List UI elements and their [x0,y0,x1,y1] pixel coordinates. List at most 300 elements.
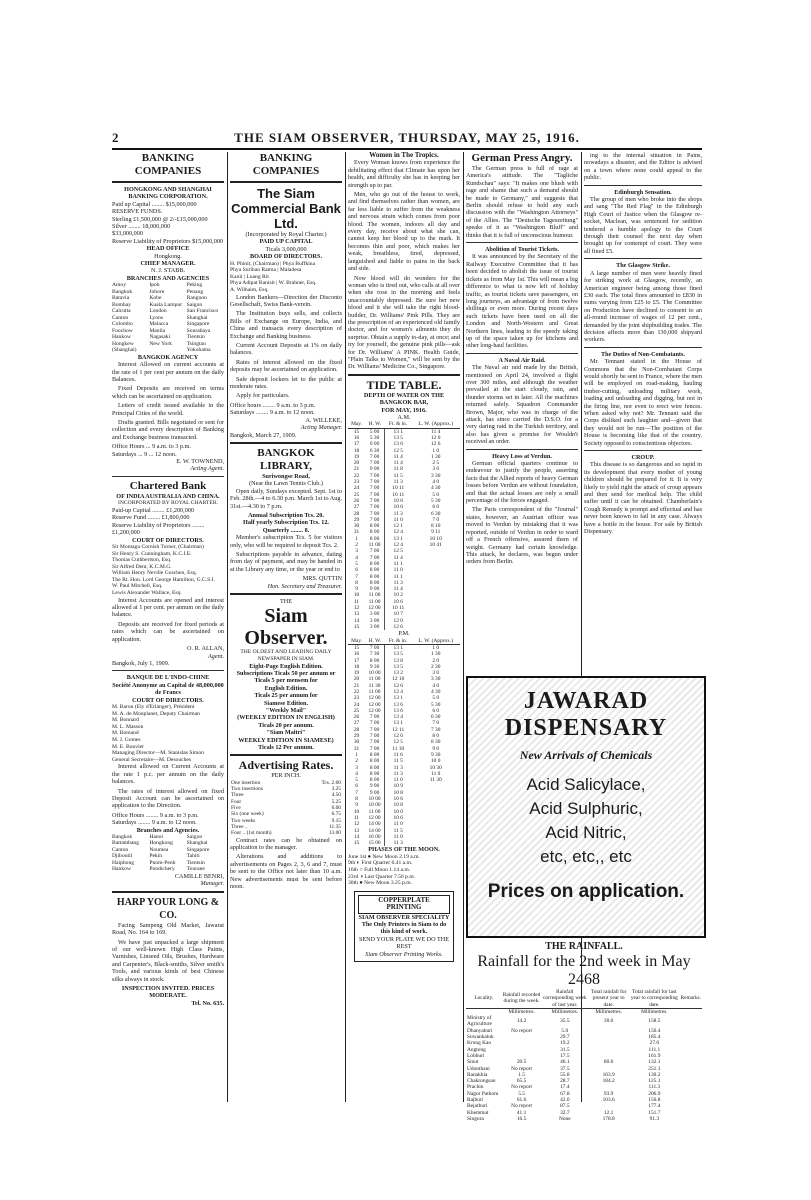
table-cell: 7 00 [365,485,384,491]
table-cell: 1 0 [432,644,440,651]
paragraph: Fixed Deposits are received on terms which can be ascertained on application. [112,385,224,400]
table-cell: 11 4 [393,460,403,467]
director-name: M. J. Gomes [112,736,141,743]
paragraph: German official quarters continue to endeavour to justify the people, asserting facts that the Allied reports of heavy German losses before Verdun are without foundation, and that the actual losses are only a small percentage of the forces engaged. [466,460,578,505]
director-name: M. Bomand [112,730,139,737]
table-cell: 13 1 [393,720,403,727]
tide-for: FOR MAY, 1916. [381,406,427,414]
rate-value: 3.25 [331,786,341,793]
copperplate-foot: Siam Observer Printing Works. [365,950,443,958]
paragraph: It was announced by the Secretary of the Railway Executive Committee that it has been decided to abolish the issue of tourist tickets as from May 1st. This will mean a big difference to what is now left of holiday traffic, as tourist tickets save passengers, on long journeys, an advantage of from twelve shillings or even more. During recent days such tickets have been used on all the London and North-Western and Great Northern lines, leading to the speedy taking up of the space taken up for kitchens and other long-haul facilities. [466,253,578,350]
director-name: W. Paul Mitchell, Esq. [112,583,163,590]
rate-value: 6.75 [331,811,341,818]
director-name: Lewis Alexander Wallace, Esq. [112,590,182,597]
table-cell: 16 [353,651,360,658]
tide-am-label: A.M. [397,414,411,421]
hours-line: Office hours ........ 9 a.m. to 3 p.m. [230,401,316,409]
table-cell: 10 00 [365,802,384,808]
table-cell: 8 0 [432,733,440,740]
table-cell: 28 [353,510,360,517]
harp-foot: INSPECTION INVITED. PRICES MODERATE. [121,985,215,1000]
library-name: BANGKOK LIBRARY, [257,446,315,472]
table-cell: Suwankaluk [467,1034,494,1041]
director-name: Sir Montagu Cornish Turner, (Chairman) [112,543,204,550]
table-cell: 10 11 [392,485,405,492]
rainfall-section [466,940,702,1122]
rainfall-unit: Millimetres. [508,1008,535,1015]
branch-name: Yokohama [186,347,211,354]
indochine-name: BANQUE DE L'INDO-CHINE [126,674,210,682]
table-cell: 12 5 [393,447,403,454]
branch-name: Tahiti [186,853,200,860]
table-cell: 13 8 [393,657,403,664]
table-cell: 251.1 [648,1065,661,1072]
table-cell: 2 [355,542,358,549]
table-cell: 10 0 [393,808,403,815]
table-cell: 151.7 [648,1109,661,1116]
observer-subscriptions [230,663,342,752]
adrates-title: Advertising Rates. [238,758,334,773]
rate-value: 6.00 [331,805,341,812]
table-cell: 3 00 [365,618,384,624]
branch-name: Hongkong [149,840,173,847]
table-cell: 29 [353,516,360,523]
paragraph: Now blood will do wonders for the woman who is tired out, who calls at all over when she rose in the morning and feels unaccountably depressed. Be sure her new blood and it she will take the right blood-builder, Dr. Williams' Pink Pills. They are the prescription of an experienced old family doctor, and for women's ailments they do surprise. Obtain a supply to-day, at once; and try for yourself, the genuine pink pills—ask for Dr. Williams' A PINK. Health Guide, "Plain Talks to Women," will be sent by the Dr. Williams' Medicine Co., Singapore. [348,274,460,371]
table-cell: 17 [353,657,360,664]
table-cell: 3 [355,548,358,555]
library-text-2 [230,534,342,573]
table-cell: 13 5 [393,663,403,670]
table-cell: 42.0 [560,1097,570,1104]
table-cell: 11 30 [429,777,442,784]
indochine-court: COURT OF DIRECTORS. [132,696,204,704]
women-text [348,159,460,370]
table-cell: 5 30 [365,435,384,441]
rate-value: 13.00 [328,830,341,837]
table-cell: 8 00 [365,561,384,567]
tide-column-header: L. W. (Approx.) [411,638,460,645]
table-cell: 30 [353,739,360,746]
paragraph: Rates of interest allowed on the fixed deposits may be ascertained on application. [230,358,342,374]
table-cell: 7 00 [365,460,384,466]
table-cell: 12 [353,821,360,828]
table-cell: Angtong [467,1046,486,1053]
paragraph: Safe deposit lockers let to the public at moderate rates. [230,375,342,391]
harp-tel: Tel. No. 635. [191,999,224,1007]
director-name: M. A. de Monplanet, Deputy Chairman [112,710,200,717]
table-cell: 8 00 [365,574,384,580]
table-cell: 26 [353,714,360,721]
director-name: A. Wilhaim, Esq. [230,287,269,293]
moon-phases-title: PHASES OF THE MOON. [368,846,440,854]
table-cell: 11 5 [393,758,403,765]
table-cell: 21 [353,682,360,689]
croup-text [584,461,702,535]
table-cell: 8 00 [365,658,384,664]
table-cell: 10 [353,808,360,815]
rate-value: Tcs. 2.00 [321,779,341,786]
table-cell: 20.5 [516,1059,527,1066]
branch-name: San Francisco [186,308,219,315]
table-cell: 19 [353,453,360,460]
table-cell: No report [511,1103,532,1110]
chartered-signature: O. R. ALLAN, [187,645,224,653]
table-cell: 10 6 [393,796,403,803]
paragraph: Interest Accounts are opened and interest allowed at 1 per cent. per annum on the daily balance. [112,596,224,619]
table-cell: 7 30 [430,726,441,733]
subscription-line: Subscriptions Ticals 50 per annum or Ticals 5 per mensem for [236,670,336,685]
table-cell: 6 0 [432,504,440,511]
table-cell: 11 4 [393,453,403,460]
branch-name: Malacca [149,321,169,328]
table-cell: 31 [353,529,360,536]
table-cell: 22 [353,688,360,695]
table-cell: 10 6 [393,598,403,605]
german-text [466,165,578,239]
rate-label: Two weeks [231,817,256,824]
verdun-text [466,460,578,566]
table-cell: 10 0 [430,758,441,765]
table-cell: 11 5 [393,827,403,834]
table-cell: 5.0 [561,1027,569,1034]
table-cell: 19.2 [560,1040,570,1047]
table-cell: 158.5 [648,1018,661,1025]
column-rule [463,152,464,1102]
table-cell: 67.8 [560,1090,570,1097]
table-cell: 7 00 [365,720,384,726]
table-cell: 14 00 [365,828,384,834]
table-cell: 9 11 [431,529,441,536]
table-cell: 5 [355,560,358,567]
head-office-label: HEAD OFFICE [146,245,190,253]
indochine-branches-heading: Branches and Agencies. [136,826,200,834]
table-cell: 7 0 [432,720,440,727]
paragraph: London Bankers—Direction der Disconto Gesellschaft, Swiss Bank-verein. [230,293,342,308]
jawarad-name: JAWARAD DISPENSARY [504,688,668,741]
table-cell: 184.2 [602,1078,615,1085]
rainfall-unit: Millimetres. [595,1008,622,1015]
table-cell: 29.7 [560,1034,570,1041]
director-name: William Henry Neville Goschen, Esq. [112,570,197,577]
branch-name [149,347,186,354]
branch-name: Bangkok [112,288,133,295]
table-cell: 27.6 [649,1040,660,1047]
copperplate-title: COPPERPLATE PRINTING [358,895,450,914]
table-cell: 9 [355,586,358,593]
branch-name: Pnom-Penh [149,859,176,866]
branch-name: Singapore [186,321,210,328]
table-cell: 11 0 [393,833,403,840]
column-3 [348,152,460,1128]
table-cell: 125.1 [648,1078,661,1085]
tide-column-header: Ft. & in. [385,421,412,428]
table-cell: 10 30 [429,764,442,771]
table-cell: 4 [355,770,358,777]
table-cell: 10 41 [429,542,442,549]
table-cell: 6 [355,783,358,790]
capital-line: Paid-up Capital ........ £1,200,000 [112,506,194,514]
paragraph: Contract rates can be obtained on application to the manager. [230,836,342,851]
rainfall-unit: Millimetres. [641,1008,668,1015]
table-cell: 30.0 [603,1018,614,1025]
table-row [348,428,460,435]
table-cell: 5 00 [365,428,384,435]
table-cell: 9 00 [365,783,384,789]
table-cell: 8 00 [365,567,384,573]
table-cell: 7 00 [365,498,384,504]
subscription-line: Ticals 25 per annum for [254,692,318,700]
table-cell: 12 00 [365,815,384,821]
head-office-city: Hongkong. [154,252,182,260]
table-cell: 2 5 [432,460,440,467]
rate-value: 9.15 [331,817,341,824]
hsbc-hours [112,443,224,458]
table-cell: 9 0 [432,745,440,752]
rainfall-title: THE RAINFALL. [545,941,623,952]
table-cell: 10 6 [393,497,403,504]
table-cell: 13 4 [393,714,403,721]
hsbc-text [112,361,224,441]
table-cell: 11 3 [393,579,403,586]
table-cell: 185.4 [648,1034,661,1041]
rainfall-sub: Rainfall for the 2nd week in May 2468 [477,953,691,988]
table-cell: 5 0 [432,491,440,498]
table-cell: 16.5 [516,1115,527,1122]
director-name: The Rt. Hon. Lord George Hamilton, G.C.S.I. [112,576,215,583]
women-title: Women in The Tropics. [369,152,439,159]
column-rule [227,152,228,1102]
table-cell: 1.5 [518,1071,525,1078]
branch-name: Lyons [149,314,164,321]
director-name: M. L. Masson [112,723,144,730]
indochine-sub: Société Anonyme au Capital de 48,000,000 de Francs [112,681,224,697]
library-qtr: Quarterly ........ 8. [262,526,310,534]
hours-line: Saturdays ... 9 ... 12 noon. [112,450,177,458]
director-name: H. Phinit, (Chairman) | Phya Buffkina [230,260,316,267]
table-cell: 61.6 [516,1097,527,1104]
branch-name: Hongkew [112,340,134,347]
table-cell: 7 00 [365,511,384,517]
table-cell: 3 30 [430,676,441,683]
paragraph: A large number of men were heavily fined for striking work at Glasgow, recently, an American engineer being among those fined £30 each. The total fines amounted to £830 in sums varying from £25 to £5. The Committee on Production have declined to consent to an all-round increase of wages of 12 per cent., demanded by the joint shipbuilding trades. The decision affects more than 130,000 shipyard workers. [584,269,702,344]
table-cell: 7 00 [365,517,384,523]
capital-line: Reserve Fund ........ £1,800,000 [112,514,190,522]
branch-name: Singapore [186,846,210,853]
table-cell: 8 00 [365,777,384,783]
branch-name: Hanoi [149,833,163,840]
table-cell: 11 8 [393,466,403,473]
airraid-text [466,364,578,445]
table-cell: 11 3 [393,764,403,771]
table-cell: 12 00 [365,605,384,611]
library-signature-title: Hon. Secretary and Treasurer. [267,582,342,590]
observer-name [230,605,342,649]
table-cell: 25 [353,707,360,714]
table-cell: 13 1 [393,644,403,651]
table-cell: 11 0 [393,821,403,828]
table-cell: 4 0 [432,479,440,486]
table-cell: 65.5 [516,1078,527,1085]
chartered-bank-sub: OF INDIA AUSTRALIA AND CHINA. [116,492,220,500]
paragraph: Facing Sampeng Old Market, Jawarat Road, No. 164 to 169. [112,921,224,937]
table-cell: 27 [353,720,360,727]
table-cell: 4 [355,554,358,561]
table-cell: 26 [353,497,360,504]
table-cell: 163.9 [602,1071,615,1078]
hsbc-signature: E. W. TOWNEND, [176,458,224,466]
table-cell: Bejarburi [467,1103,488,1110]
column-5 [584,152,702,672]
branch-name: Battambang [112,840,140,847]
table-cell: 111.1 [648,1046,661,1053]
subscription-line: Ticals 12 Per annum. [258,744,314,752]
branch-name: Penang [186,288,204,295]
table-cell: 13 [353,827,360,834]
table-cell: 11 3 [393,479,403,486]
table-cell: Chakrongsao [467,1078,496,1085]
table-cell: 1 30 [430,651,441,658]
table-cell: 30 [353,523,360,530]
column-2 [230,152,342,1128]
rate-label: Three [231,792,244,799]
table-cell: 12 4 [393,688,403,695]
table-cell: 12 11 [392,726,405,733]
table-cell: 13 5 [393,651,403,658]
table-cell: No report [511,1027,532,1034]
table-cell: 10 6 [393,814,403,821]
table-cell: 10 9 [393,783,403,790]
table-cell: 9 30 [365,664,384,670]
table-cell: 11 10 [392,745,405,752]
capital-line: Sterling £1,500,000 @ 2/-£15,000,000 [112,215,208,223]
paragraph: The Institution buys sells, and collects Bills of Exchange on Europe, India, and China and transacts every description of Exchange and Banking business. [230,310,342,340]
subscription-line: Eight-Page English Edition. [249,662,323,670]
adrates-table [230,780,342,837]
table-cell: 12 5 [393,548,403,555]
table-cell: 22 [353,472,360,479]
rainfall-table [466,989,702,1122]
table-cell: 11 1 [393,573,403,580]
library-text [230,488,342,510]
director-name: Sir Alfred Dent, K.C.M.G. [112,563,172,570]
tide-column-header: H. W. [365,421,384,428]
table-cell: 7 00 [365,548,384,554]
table-cell: 10 6 [393,504,403,511]
table-cell: 11 0 [393,516,403,523]
board-label: BOARD OF DIRECTORS. [249,253,323,261]
table-cell: 8 00 [365,523,384,529]
table-cell: 87.5 [560,1103,570,1110]
subscription-line: "Siam Maitri" [266,729,306,737]
table-cell: 11 [353,814,360,821]
indochine-signature: CAMILLE BENRI, [174,872,224,880]
table-cell: 7 30 [365,651,384,657]
hsbc-name: HONGKONG AND SHANGHAI BANKING CORPORATION. [124,186,212,201]
table-cell: 8 [355,796,358,803]
hours-line: Office Hours ... 9 a.m. to 3 p.m. [112,443,191,451]
table-cell: 25 [353,491,360,498]
noncombatants-title: The Duties of Non-Combatants. [601,350,685,358]
chief-manager-name: N. J. STABB. [150,267,186,275]
table-cell: Dhanyaburi [467,1027,493,1034]
table-row [348,644,460,651]
hours-line: Saturdays ........ 9 a.m. to 12 noon. [112,819,197,827]
branch-name: (Shanghai) [112,347,137,354]
hsbc-capital [112,201,224,245]
library-road: Suriwongse Road, [262,472,310,480]
table-cell: 10 11 [392,491,405,498]
tide-column-header: May. [348,421,365,428]
table-cell: 19 [353,670,360,677]
table-cell: Lobburi [467,1052,485,1059]
tide-pm-label: P.M. [398,630,410,638]
tide-column-header: Ft. & in. [385,638,412,645]
table-cell: 29 [353,733,360,740]
capital-label: PAID UP CAPITAL [259,238,313,246]
table-cell: 18 [353,447,360,454]
rate-label: Four .. (1st month) [231,830,272,837]
chartered-bank-name: Chartered Bank [129,479,207,492]
capital-line: Silver ........ 18,000,000 [112,223,171,231]
table-cell: 4 30 [430,688,441,695]
table-cell: 5 30 [430,701,441,708]
capital-line: RESERVE FUNDS. [112,208,163,216]
table-cell: 5.5 [518,1090,525,1097]
table-cell: 9 [355,802,358,809]
branch-name: Shanghai [186,840,208,847]
table-cell: 10 11 [392,605,405,612]
table-cell: 11 1 [393,560,403,567]
hours-line: Office Hours ........ 9 a.m. to 3 p.m. [112,811,199,819]
siam-commercial-hours [230,402,342,417]
table-cell: 6 [355,567,358,574]
paragraph: The group of men who broke into the shops and sang "The Red Flag" in the Edinburgh High Court of Justice when the Glasgow re-socket, Maclean, was sentenced for sedition tendered a humble apology to the Court through their counsel the next day when brought up for contempt of court. They were all fined £5. [584,196,702,255]
subscription-line: "Weekly Mail" [265,707,307,715]
table-cell: 7 00 [365,739,384,745]
table-cell: No report [511,1065,532,1072]
jawarad-foot: Prices on application. [487,881,685,902]
paragraph: We have just unpacked a large shipment of our well-known High Class Paints, Varnishes, Linseed Oils, Brushes, Hardware and Carpenter's, Black-smiths, Silver smith's Tools, and various kinds of best Chinese silks always in stock. [112,938,224,983]
table-cell: 4 30 [430,485,441,492]
branch-name: Tientsin [186,859,205,866]
table-cell: 15 [353,428,360,435]
table-cell: 10 [353,592,360,599]
table-cell: 17.4 [560,1084,570,1091]
table-cell: 11 4 [431,428,441,435]
table-cell: 8 00 [365,752,384,758]
table-cell: 12.1 [603,1109,614,1116]
table-cell: 35.5 [560,1018,570,1025]
table-cell: 1 30 [430,453,441,460]
table-cell: 20 [353,676,360,683]
jawarad-item: Acid Sulphuric, [529,799,643,818]
verdun-title: Heavy Loss at Verdun. [492,452,552,460]
table-cell: 12 0 [430,435,441,441]
indochine-branch-list [112,834,224,873]
table-cell: 12 6 [393,682,403,689]
branch-name: Amoy [112,282,126,289]
branch-name: Shanghai [186,314,208,321]
chartered-text [112,597,224,643]
table-cell: 11 3 [393,510,403,517]
table-cell: Rajburi [467,1097,484,1104]
director-name: Thomas Cuthbertson, Esq. [112,557,172,564]
subscription-line: English Edition. [264,684,308,692]
table-cell: 9 00 [365,586,384,592]
table-cell: 46.1 [560,1059,570,1066]
table-cell: 9 30 [430,751,441,758]
table-cell: 3 [355,764,358,771]
